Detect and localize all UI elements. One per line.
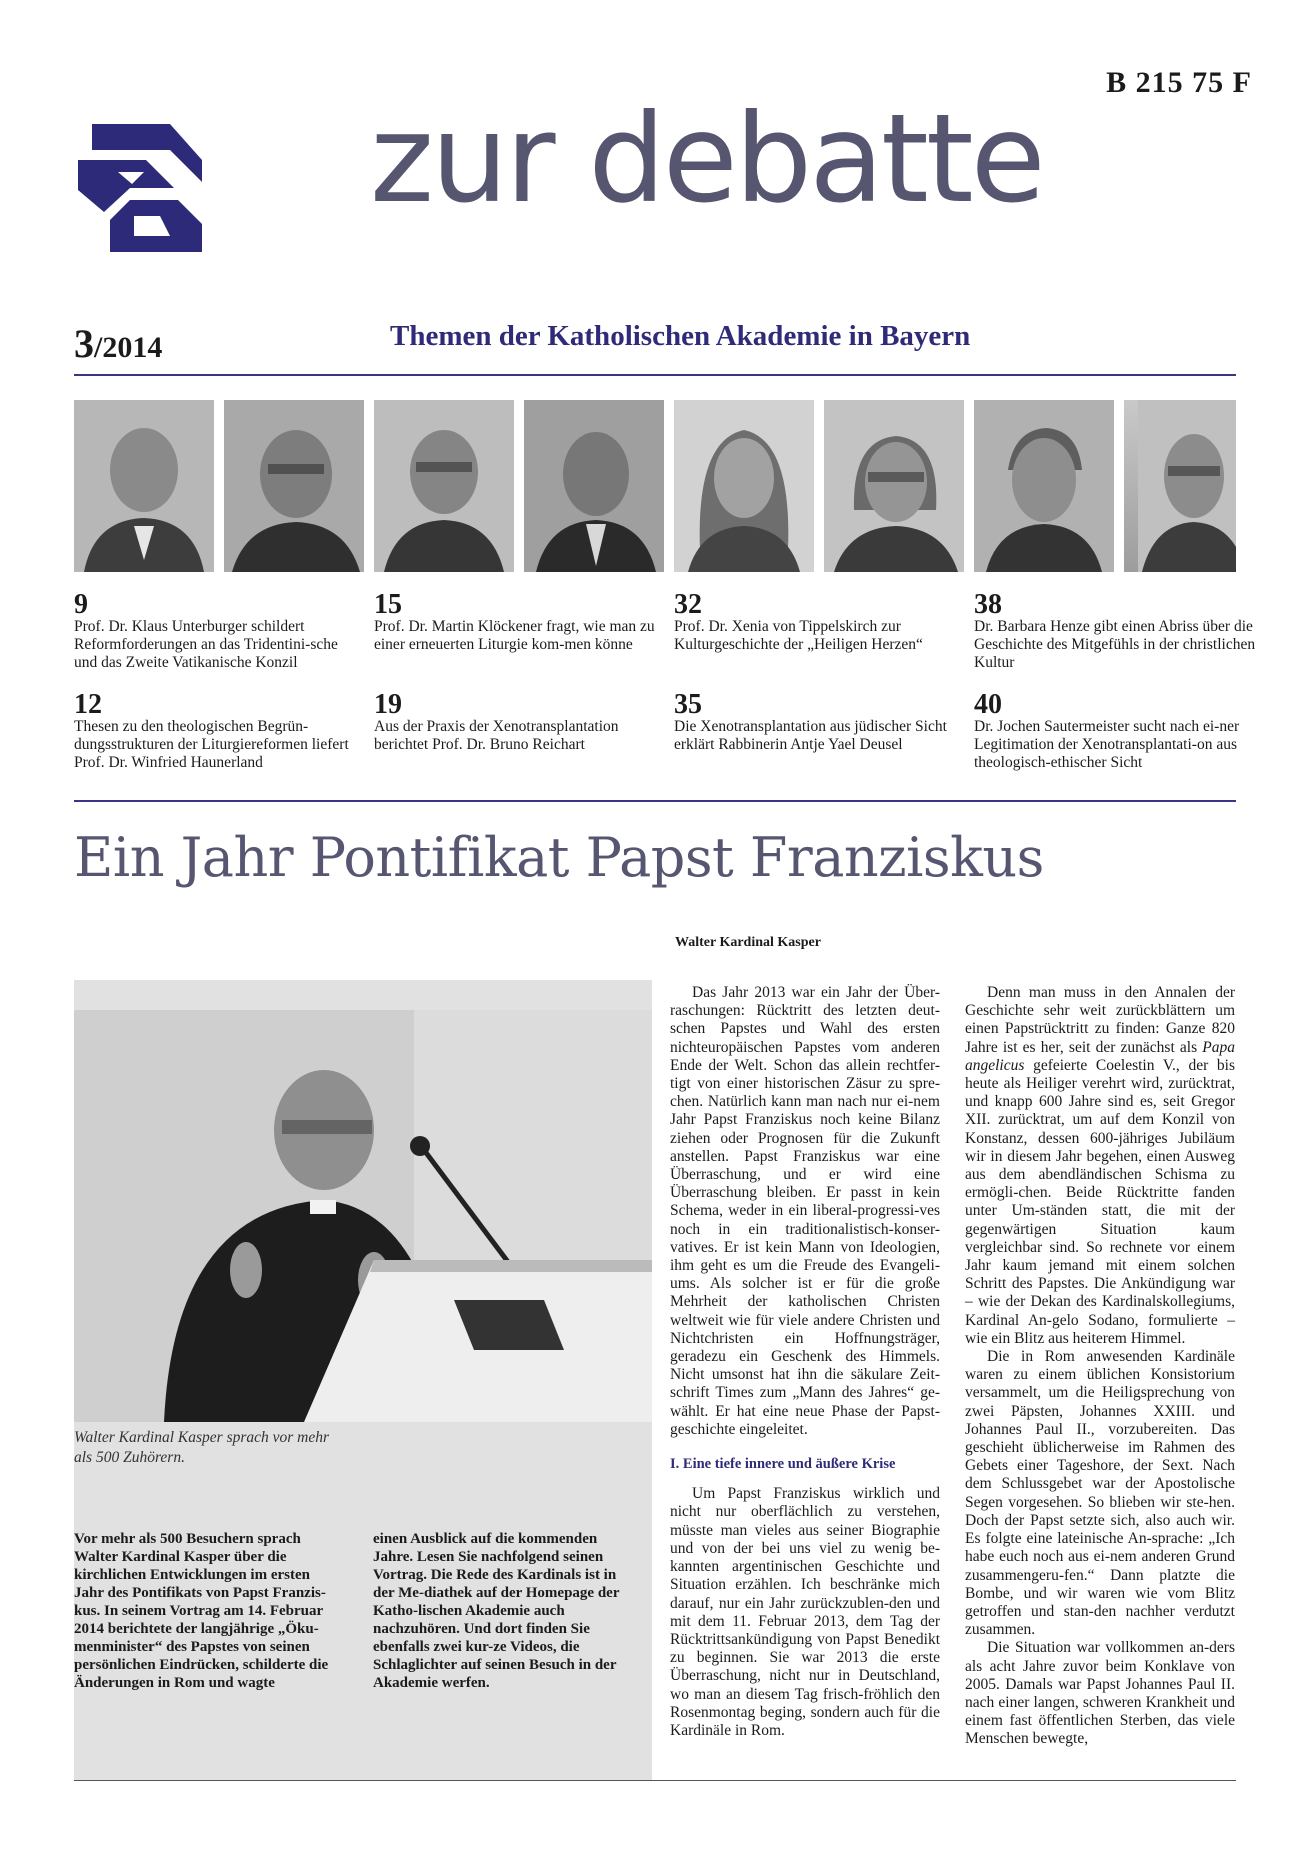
toc-entry[interactable] bbox=[74, 589, 364, 672]
article-paragraph: Die in Rom anwesenden Kardinäle waren zu einem üblichen Konsistorium versammelt, um die Heiligsprechung von zwei Päpsten, Johannes XXIII. und Johannes Paul II., vorzubereiten. Das geschieht üblicherweise im Rahmen des Gebets einer Tageshore, der Sext. Nach dem Schlussgebet war der Apostolische Segen vorgesehen. So blieben wir ste-hen. Doch der Papst setzte sich, also auch wir. Es folgte eine lateinische An-sprache: „Ich habe euch noch aus ei-nem anderen Grund zusammengeru-fen.“ Dann platzte die Bombe, und wir waren wie vom Blitz getroffen und stan-den nachher verdutzt zusammen. bbox=[965, 1348, 1235, 1639]
toc-page-number: 12 bbox=[74, 689, 102, 720]
toc-page-number: 38 bbox=[974, 589, 1002, 620]
divider-top bbox=[74, 374, 1236, 376]
toc-description: Prof. Dr. Klaus Unterburger schildert Reformforderungen an das Tridentini-sche und das Zweite Vatikanische Konzil bbox=[74, 618, 338, 671]
portrait-photo bbox=[224, 400, 364, 572]
portrait-photo bbox=[674, 400, 814, 572]
toc-entry[interactable] bbox=[374, 589, 664, 654]
article-paragraph: Um Papst Franziskus wirklich und nicht nur oberflächlich zu verstehen, müsste man vieles aus seiner Biographie und von der bei uns viel zu wenig be-kannten argentinischen Geschichte und Situation erzählen. Ich beschränke mich darauf, nur ein Jahr zurückzublen-den und mit dem 11. Februar 2013, dem Tag der Rücktrittsankündigung von Papst Benedikt zu beginnen. Sie war 2013 die erste Überraschung, nicht nur in Deutschland, wo man an diesem Tag frisch-fröhlich den Rosenmontag beging, sondern auch für die Kardinäle in Rom. bbox=[670, 1485, 940, 1739]
toc-entry[interactable] bbox=[674, 589, 964, 654]
issue-number-value: 3 bbox=[74, 321, 94, 366]
toc-page-number: 32 bbox=[674, 589, 702, 620]
masthead-title: zur debatte bbox=[370, 88, 1043, 230]
article-headline: Ein Jahr Pontifikat Papst Franziskus bbox=[74, 826, 1044, 889]
toc-page-number: 19 bbox=[374, 689, 402, 720]
toc-entry[interactable] bbox=[374, 689, 664, 754]
issue-number bbox=[74, 320, 162, 367]
article-author: Walter Kardinal Kasper bbox=[675, 935, 821, 950]
toc-description: Dr. Barbara Henze gibt einen Abriss über die Geschichte des Mitgefühls in der christlichen Kultur bbox=[974, 618, 1256, 671]
toc-entry[interactable] bbox=[974, 589, 1264, 672]
section-heading: I. Eine tiefe innere und äußere Krise bbox=[670, 1456, 896, 1473]
postal-code: B 215 75 F bbox=[1106, 66, 1252, 99]
intro-text-left: Vor mehr als 500 Besuchern sprach Walter Kardinal Kasper über die kirchlichen Entwicklungen im ersten Jahr des Pontifikats von Papst Franzis-kus. In seinem Vortrag am 14. Februar 2014 berichtete der langjährige „Öku-menminister“ des Papstes von seinen persönlichen Eindrücken, schilderte die Änderungen in Rom und wagte bbox=[74, 1531, 329, 1691]
toc-description: Dr. Jochen Sautermeister sucht nach ei-ner Legitimation der Xenotransplantati-on aus theologisch-ethischer Sicht bbox=[974, 718, 1240, 771]
article-column-2 bbox=[965, 984, 1235, 1749]
paragraph-italic: Papa angelicus bbox=[965, 1038, 1235, 1074]
intro-text-right: einen Ausblick auf die kommenden Jahre. Lesen Sie nachfolgend seinen Vortrag. Die Rede des Kardinals ist in der Me-diathek auf der Homepage der Katho-lischen Akademie auch nachzuhören. Und dort finden Sie ebenfalls zwei kur-ze Videos, die Schlaglichter auf seinen Besuch in der Akademie werfen. bbox=[373, 1531, 620, 1691]
toc-description: Die Xenotransplantation aus jüdischer Sicht erklärt Rabbinerin Antje Yael Deusel bbox=[674, 718, 947, 753]
issue-year: /2014 bbox=[94, 331, 163, 364]
speaker-photo bbox=[74, 1010, 652, 1422]
toc-entry[interactable] bbox=[974, 689, 1264, 772]
toc-description: Prof. Dr. Martin Klöckener fragt, wie man zu einer erneuerten Liturgie kom-men könne bbox=[374, 618, 655, 653]
portrait-photo bbox=[524, 400, 664, 572]
paragraph-text: gefeierte Coelestin V., der bis heute als Heiliger verehrt wird, zurücktrat, und knapp 600 Jahre sind es, seit Gregor XII. zurücktrat, um auf dem Konzil von Konstanz, dessen 600-jähriges Jubiläum wir in diesem Jahr begehen, einen Ausweg aus dem abendländischen Schisma zu ermögli-chen. Beide Rücktritte fanden unter Um-ständen statt, die mit der gegenwärtigen Situation kaum vergleichbar sind. So rechnete vor einem Jahr kaum jemand mit einem solchen Schritt des Papstes. Die Ankündigung war – wie der Dekan des Kardinalskollegiums, Kardinal An-gelo Sodano, formulierte – wie ein Blitz aus heiterem Himmel. bbox=[965, 1056, 1235, 1347]
toc-entry[interactable] bbox=[674, 689, 964, 754]
toc-page-number: 9 bbox=[74, 589, 88, 620]
toc-description: Thesen zu den theologischen Begrün-dungsstrukturen der Liturgiereformen liefert Prof. Dr. Winfried Haunerland bbox=[74, 718, 349, 771]
article-paragraph bbox=[965, 984, 1235, 1348]
article-paragraph: Die Situation war vollkommen an-ders als acht Jahre zuvor beim Konklave von 2005. Damals war Papst Johannes Paul II. nach einer langen, schweren Krankheit und einem fast öffentlichen Sterben, das viele Menschen bewegte, bbox=[965, 1639, 1235, 1748]
toc-page-number: 35 bbox=[674, 689, 702, 720]
photo-caption: Walter Kardinal Kasper sprach vor mehr als 500 Zuhörern. bbox=[74, 1429, 330, 1466]
toc-page-number: 15 bbox=[374, 589, 402, 620]
article-paragraph: Das Jahr 2013 war ein Jahr der Über-raschungen: Rücktritt des letzten deut-schen Papstes und Wahl des ersten nichteuropäischen Papstes vom anderen Ende der Welt. Schon das allein rechtfer-tigt von einer historischen Zäsur zu spre-chen. Natürlich kann man nach nur ei-nem Jahr Papst Franziskus noch keine Bilanz ziehen oder Prognosen für die Zukunft anstellen. Papst Franziskus war eine Überraschung, und er wird eine Überraschung bleiben. Er passt in kein Schema, weder in ein liberal-progressi-ves noch in ein traditionalistisch-konser-vatives. Er ist kein Mann von Ideologien, ihm geht es um die Freude des Evangeli-ums. Als solcher ist er für die große Mehrheit der katholischen Christen weltweit wie für viele andere Christen und Nichtchristen ein Hoffnungsträger, geradezu ein Geschenk des Himmels. Nicht umsonst hat ihn die säkulare Zeit-schrift Times zum „Mann des Jahres“ ge-wählt. Er hat eine neue Phase der Papst-geschichte eingeleitet. bbox=[670, 984, 940, 1438]
divider-bottom bbox=[74, 1780, 1236, 1781]
academy-logo bbox=[74, 120, 206, 256]
toc-description: Aus der Praxis der Xenotransplantation berichtet Prof. Dr. Bruno Reichart bbox=[374, 718, 619, 753]
masthead-subtitle: Themen der Katholischen Akademie in Bayern bbox=[390, 320, 971, 352]
portrait-photo bbox=[374, 400, 514, 572]
divider-middle bbox=[74, 800, 1236, 802]
portrait-photo bbox=[1124, 400, 1236, 572]
article-column-1 bbox=[670, 984, 940, 1740]
portrait-photo bbox=[824, 400, 964, 572]
portrait-photo bbox=[74, 400, 214, 572]
paragraph-text: Denn man muss in den Annalen der Geschichte sehr weit zurückblättern um einen Papstrücktritt zu finden: Ganze 820 Jahre ist es her, seit der zunächst als bbox=[965, 984, 1235, 1056]
toc-description: Prof. Dr. Xenia von Tippelskirch zur Kulturgeschichte der „Heiligen Herzen“ bbox=[674, 618, 923, 653]
toc-entry[interactable] bbox=[74, 689, 364, 772]
toc-page-number: 40 bbox=[974, 689, 1002, 720]
portrait-photo bbox=[974, 400, 1114, 572]
